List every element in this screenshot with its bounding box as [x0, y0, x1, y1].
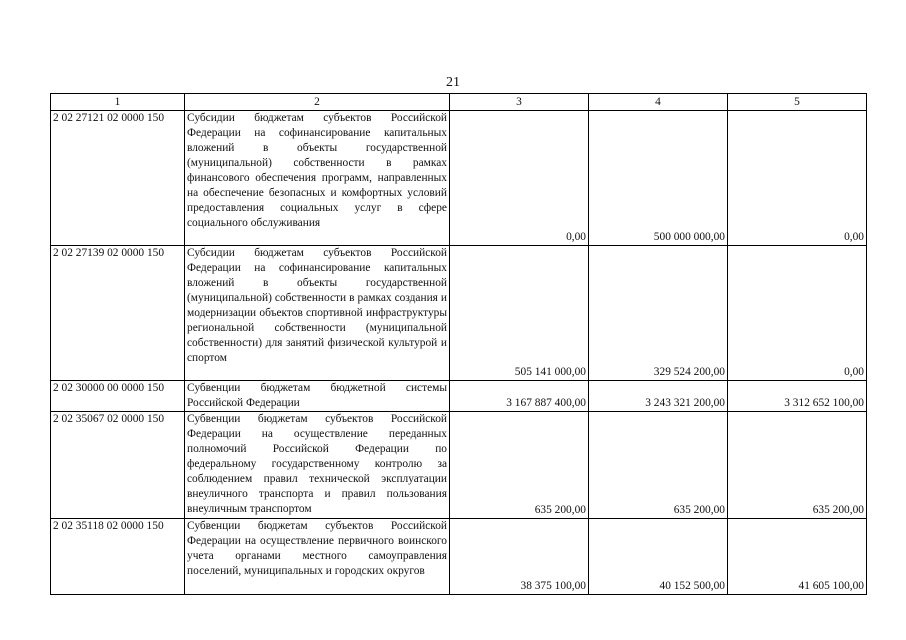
- row-value-col5: 635 200,00: [728, 412, 867, 519]
- row-code: 2 02 35118 02 0000 150: [51, 519, 185, 595]
- table-row: [51, 381, 867, 412]
- header-cell-1: 1: [51, 94, 185, 111]
- row-code: 2 02 35067 02 0000 150: [51, 412, 185, 519]
- header-cell-2: 2: [185, 94, 450, 111]
- row-value-col3: 38 375 100,00: [450, 519, 589, 595]
- table-row: [51, 412, 867, 519]
- row-value-col4: 500 000 000,00: [589, 111, 728, 246]
- row-description: Субсидии бюджетам субъектов Российской Федерации на софинансирование капитальных вложений в объекты государственной (муниципальной) собственности в рамках финансового обеспечения программ, направленных на обеспечение безопасных и комфортных условий предоставления социальных услуг в сфере социального обслуживания: [185, 111, 450, 246]
- row-value-col4: 635 200,00: [589, 412, 728, 519]
- row-description: Субвенции бюджетам субъектов Российской Федерации на осуществление переданных полномочий Российской Федерации по федеральному государственному контролю за соблюдением правил технической эксплуатации внеуличного транспорта и правил пользования внеуличным транспортом: [185, 412, 450, 519]
- row-value-col5: 3 312 652 100,00: [728, 381, 867, 412]
- header-cell-4: 4: [589, 94, 728, 111]
- table-header-row: [51, 94, 867, 111]
- row-value-col3: 3 167 887 400,00: [450, 381, 589, 412]
- row-value-col4: 3 243 321 200,00: [589, 381, 728, 412]
- row-code: 2 02 27139 02 0000 150: [51, 246, 185, 381]
- row-code: 2 02 30000 00 0000 150: [51, 381, 185, 412]
- row-description: Субвенции бюджетам субъектов Российской Федерации на осуществление первичного воинского учета органами местного самоуправления поселений, муниципальных и городских округов: [185, 519, 450, 595]
- budget-table: [50, 93, 867, 595]
- row-code: 2 02 27121 02 0000 150: [51, 111, 185, 246]
- header-cell-5: 5: [728, 94, 867, 111]
- row-value-col5: 41 605 100,00: [728, 519, 867, 595]
- table-row: [51, 246, 867, 381]
- table-row: [51, 519, 867, 595]
- row-value-col3: 635 200,00: [450, 412, 589, 519]
- row-value-col4: 329 524 200,00: [589, 246, 728, 381]
- row-value-col3: 505 141 000,00: [450, 246, 589, 381]
- row-value-col4: 40 152 500,00: [589, 519, 728, 595]
- row-value-col5: 0,00: [728, 246, 867, 381]
- row-description: Субсидии бюджетам субъектов Российской Федерации на софинансирование капитальных вложений в объекты государственной (муниципальной) собственности в рамках создания и модернизации объектов спортивной инфраструктуры региональной собственности (муниципальной собственности) для занятий физической культурой и спортом: [185, 246, 450, 381]
- row-description: Субвенции бюджетам бюджетной системы Российской Федерации: [185, 381, 450, 412]
- table-row: [51, 111, 867, 246]
- header-cell-3: 3: [450, 94, 589, 111]
- row-value-col3: 0,00: [450, 111, 589, 246]
- row-value-col5: 0,00: [728, 111, 867, 246]
- page-number: 21: [446, 75, 460, 90]
